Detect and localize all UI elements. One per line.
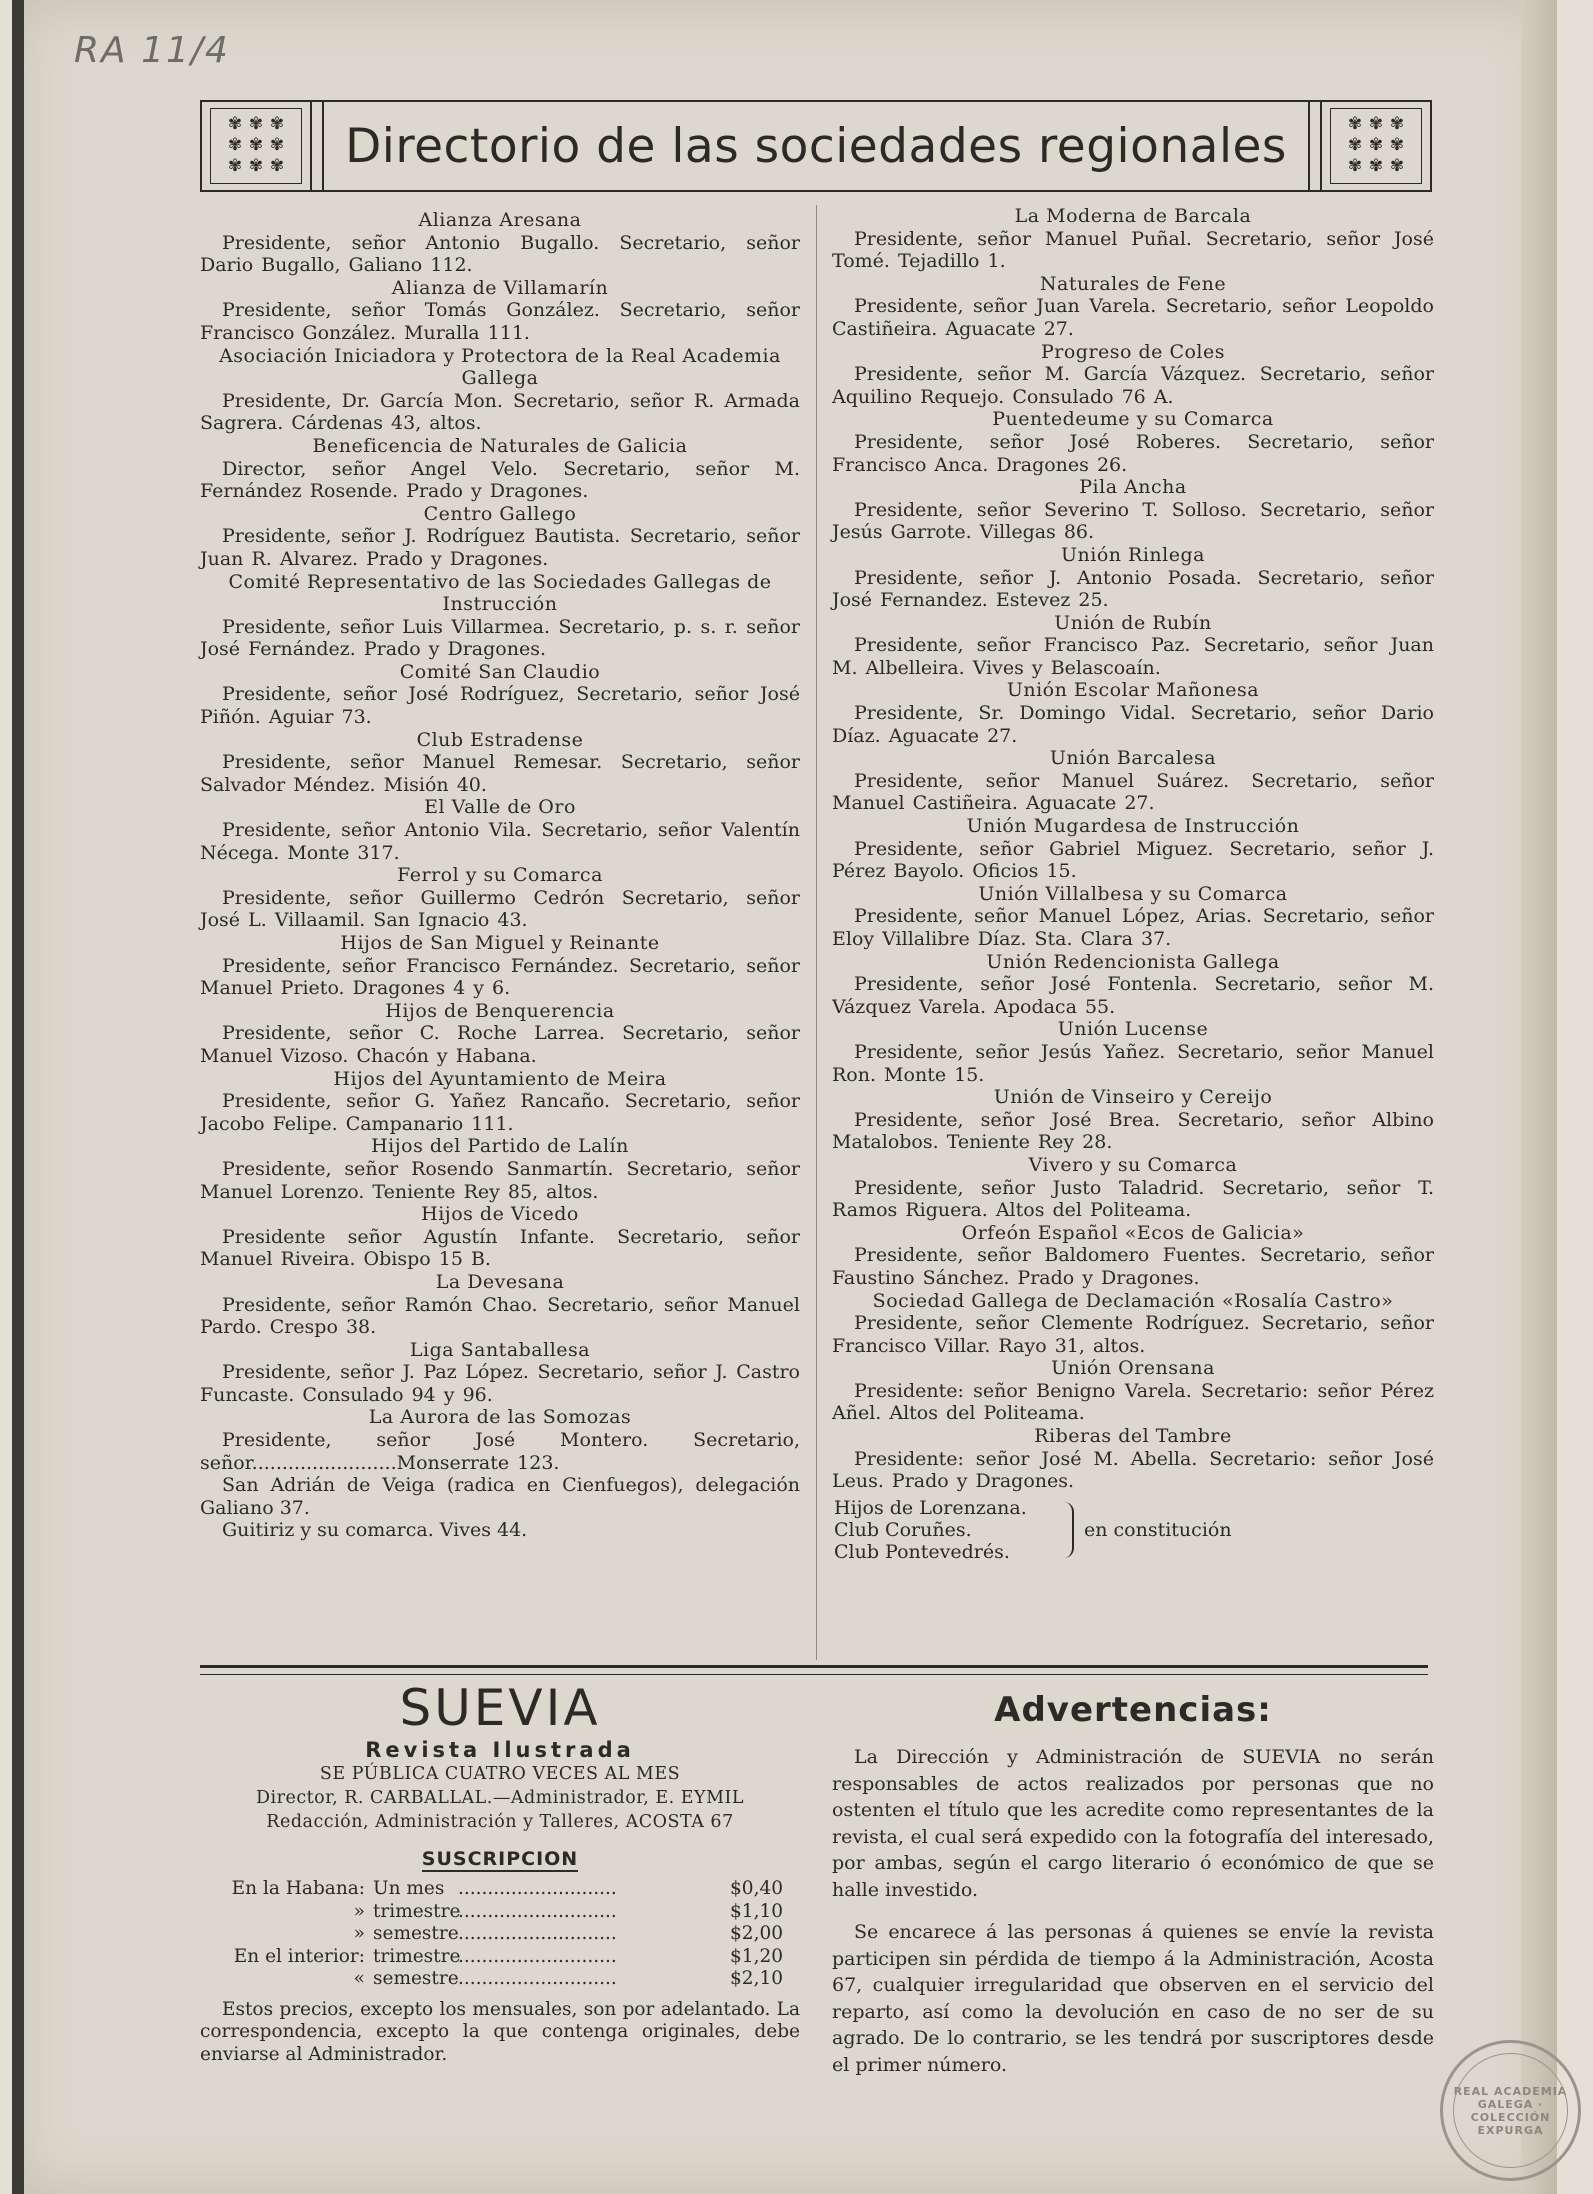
directory-note: San Adrián de Veiga (radica en Cienfuegos), delegación Galiano 37.: [200, 1474, 800, 1519]
directory-header: [200, 100, 1432, 192]
club-name: Club Coruñes.: [834, 1518, 972, 1541]
society-officers: Presidente, señor José Roberes. Secretario, señor Francisco Anca. Dragones 26.: [832, 430, 1434, 476]
society-name: Progreso de Coles: [1040, 340, 1226, 363]
society-officers: Presidente, señor Justo Taladrid. Secretario, señor T. Ramos Riguera. Altos del Politeama.: [832, 1176, 1434, 1222]
directory-left-column: [200, 209, 800, 1542]
society-officers: Presidente: señor Benigno Varela. Secretario: señor Pérez Añel. Altos del Politeama.: [832, 1379, 1434, 1425]
society-entry: [832, 1018, 1434, 1086]
society-entry: [200, 503, 800, 571]
price-period: Un mes: [373, 1878, 445, 1899]
society-entry: [832, 408, 1434, 476]
page-right-edge: [1521, 0, 1557, 2194]
society-name: Sociedad Gallega de Declamación «Rosalía Castro»: [872, 1289, 1394, 1312]
suevia-masthead: [200, 1680, 800, 2066]
price-label: »: [353, 1923, 365, 1944]
society-entry: [832, 1222, 1434, 1290]
society-entry: [832, 273, 1434, 341]
header-ornament-right: [1320, 102, 1430, 190]
price-period: trimestre: [373, 1945, 461, 1967]
society-officers: Presidente, señor Rosendo Sanmartín. Secretario, señor Manuel Lorenzo. Teniente Rey 85, altos.: [200, 1157, 800, 1203]
price-label: En el interior:: [233, 1945, 365, 1967]
price-period: semestre: [373, 1968, 459, 1989]
society-officers: Presidente, señor Ramón Chao. Secretario, señor Manuel Pardo. Crespo 38.: [200, 1293, 800, 1339]
society-entry: [832, 1425, 1434, 1493]
society-officers: Presidente, señor Juan Varela. Secretario, señor Leopoldo Castiñeira. Aguacate 27.: [832, 295, 1434, 340]
society-officers: Presidente, señor Gabriel Miguez. Secretario, señor J. Pérez Bayolo. Oficios 15.: [832, 837, 1434, 883]
price-amount: $1,20: [730, 1945, 783, 1967]
society-officers: Director, señor Angel Velo. Secretario, señor M. Fernández Rosende. Prado y Dragones.: [200, 457, 800, 503]
society-officers: Presidente, señor José Brea. Secretario, señor Albino Matalobos. Teniente Rey 28.: [832, 1108, 1434, 1154]
subscription-prices: [200, 1878, 800, 1991]
section-divider: [200, 1665, 1428, 1675]
society-entry: [832, 1357, 1434, 1425]
stamp-text: REAL ACADEMIA GALEGA · COLECCIÓN EXPURGA: [1453, 2084, 1568, 2137]
header-ornament-left: [202, 102, 312, 190]
magazine-name: SUEVIA: [399, 1679, 601, 1737]
price-label: «: [353, 1968, 365, 1989]
society-entry: [832, 341, 1434, 409]
price-dots: ...........................: [458, 1968, 617, 1989]
society-entry: [832, 544, 1434, 612]
society-name: La Moderna de Barcala: [1014, 205, 1252, 227]
price-period: trimestre: [373, 1900, 461, 1922]
address-line: Redacción, Administración y Talleres, ACOSTA 67: [266, 1812, 734, 1832]
society-entry: [200, 1406, 800, 1474]
society-officers: Presidente, señor Guillermo Cedrón Secretario, señor José L. Villaamil. San Ignacio 43.: [200, 886, 800, 932]
society-name: Liga Santaballesa: [409, 1338, 591, 1361]
society-entry: [200, 864, 800, 932]
society-officers: Presidente, señor José Rodríguez, Secretario, señor José Piñón. Aguiar 73.: [200, 683, 800, 729]
society-name: Unión Redencionista Gallega: [986, 950, 1280, 973]
society-entry: [832, 1086, 1434, 1154]
price-dots: ...........................: [458, 1900, 617, 1922]
society-entry: [200, 1135, 800, 1203]
society-entry: [832, 679, 1434, 747]
society-entry: [832, 1290, 1434, 1358]
society-entry: [200, 932, 800, 1000]
society-officers: Presidente, señor Antonio Vila. Secretario, señor Valentín Nécega. Monte 317.: [200, 819, 800, 864]
society-name: Alianza Aresana: [418, 209, 582, 231]
society-entry: [832, 476, 1434, 544]
price-dots: ...........................: [458, 1945, 617, 1967]
society-entry: [200, 1000, 800, 1068]
society-entry: [200, 1271, 800, 1339]
society-name: Pila Ancha: [1079, 476, 1187, 499]
society-name: Club Estradense: [416, 728, 584, 751]
society-name: Naturales de Fene: [1039, 272, 1227, 295]
page-title: Directorio de las sociedades regionales: [322, 102, 1310, 190]
society-officers: Presidente, Sr. Domingo Vidal. Secretario, señor Dario Díaz. Aguacate 27.: [832, 702, 1434, 747]
society-name: Beneficencia de Naturales de Galicia: [312, 434, 688, 457]
society-officers: Presidente, señor Manuel Remesar. Secretario, señor Salvador Méndez. Misión 40.: [200, 751, 800, 796]
society-officers: Presidente, señor Manuel Puñal. Secretario, señor José Tomé. Tejadillo 1.: [832, 227, 1434, 273]
society-officers: Presidente, señor Jesús Yañez. Secretario, señor Manuel Ron. Monte 15.: [832, 1040, 1434, 1086]
society-name: Riberas del Tambre: [1034, 1425, 1232, 1448]
society-name: La Devesana: [435, 1270, 565, 1293]
brace-mark: [1064, 1502, 1074, 1558]
constitution-label: en constitución: [1084, 1518, 1232, 1541]
society-officers: Presidente, señor Antonio Bugallo. Secretario, señor Dario Bugallo, Galiano 112.: [200, 231, 800, 277]
society-name: Hijos del Partido de Lalín: [371, 1135, 629, 1158]
society-entry: [832, 612, 1434, 680]
price-dots: ...........................: [458, 1923, 617, 1944]
society-name: Ferrol y su Comarca: [397, 864, 603, 887]
price-amount: $1,10: [730, 1900, 783, 1922]
society-entry: [200, 1339, 800, 1407]
society-entry: [832, 883, 1434, 951]
society-name: Unión Mugardesa de Instrucción: [966, 815, 1300, 838]
society-officers: Presidente, señor Manuel Suárez. Secretario, señor Manuel Castiñeira. Aguacate 27.: [832, 769, 1434, 815]
society-officers: Presidente, señor C. Roche Larrea. Secretario, señor Manuel Vizoso. Chacón y Habana.: [200, 1022, 800, 1067]
publication-frequency: SE PÚBLICA CUATRO VECES AL MES: [319, 1764, 681, 1784]
advertencias-paragraph: La Dirección y Administración de SUEVIA no serán responsables de actos realizados por personas que no ostenten el título que les acredite como representantes de la revista, el cual será expedido con la fotografía del interesado, por ambas, según el cargo literario ó económico de que se halle investido.: [832, 1746, 1434, 1901]
ornament-icon: ✾ ✾ ✾ ✾ ✾ ✾ ✾ ✾ ✾: [1347, 114, 1405, 176]
society-officers: Presidente: señor José M. Abella. Secretario: señor José Leus. Prado y Dragones.: [832, 1447, 1434, 1493]
society-entry: [832, 951, 1434, 1019]
society-name: Comité San Claudio: [399, 660, 601, 683]
society-entry: [200, 345, 800, 435]
society-entry: [832, 1154, 1434, 1222]
society-name: Unión Rinlega: [1061, 543, 1205, 566]
society-officers: Presidente, señor José Fontenla. Secretario, señor M. Vázquez Varela. Apodaca 55.: [832, 973, 1434, 1018]
society-name: Centro Gallego: [423, 502, 577, 525]
society-officers: Presidente, señor J. Paz López. Secretario, señor J. Castro Funcaste. Consulado 94 y 96.: [200, 1361, 800, 1406]
advertencias-paragraph: Se encarece á las personas á quienes se envíe la revista participen sin pérdida de tiempo á la Administración, Acosta 67, cualquier irregularidad que observen en el servicio del reparto, así como la devolución en caso de no ser de su agrado. De lo contrario, se les tendrá por suscriptores desde el primer número.: [832, 1921, 1434, 2076]
society-name: Hijos de Vicedo: [421, 1203, 579, 1226]
society-officers: Presidente, señor G. Yañez Rancaño. Secretario, señor Jacobo Felipe. Campanario 111.: [200, 1090, 800, 1135]
society-officers: Presidente, Dr. García Mon. Secretario, señor R. Armada Sagrera. Cárdenas 43, altos.: [200, 389, 800, 435]
society-name: La Aurora de las Somozas: [368, 1406, 632, 1429]
society-officers: Presidente señor Agustín Infante. Secretario, señor Manuel Riveira. Obispo 15 B.: [200, 1225, 800, 1271]
staff-line: Director, R. CARBALLAL.—Administrador, E. EYMIL: [255, 1788, 745, 1808]
magazine-subtitle: Revista Ilustrada: [365, 1738, 635, 1762]
price-row: [200, 1968, 800, 1991]
society-officers: Presidente, señor Tomás González. Secretario, señor Francisco González. Muralla 111.: [200, 299, 800, 344]
society-officers: Presidente, señor M. García Vázquez. Secretario, señor Aquilino Requejo. Consulado 76 A.: [832, 363, 1434, 408]
directory-right-column: [832, 205, 1434, 1563]
society-entry: [200, 661, 800, 729]
society-entry: [200, 1203, 800, 1271]
society-entry: [200, 435, 800, 503]
library-stamp: [1440, 2040, 1581, 2181]
society-name: Hijos del Ayuntamiento de Meira: [333, 1067, 667, 1090]
price-row: [200, 1878, 800, 1901]
price-amount: $2,10: [730, 1968, 783, 1989]
price-label: En la Habana:: [231, 1878, 365, 1899]
society-name: Comité Representativo de las Sociedades Gallegas de Instrucción: [228, 570, 772, 616]
price-row: [200, 1901, 800, 1924]
price-period: semestre: [373, 1923, 459, 1944]
society-name: El Valle de Oro: [424, 796, 576, 819]
society-officers: Presidente, señor José Montero. Secretario, señor........................Monserrate 123.: [200, 1429, 800, 1474]
price-amount: $2,00: [730, 1923, 783, 1944]
price-dots: ...........................: [458, 1878, 617, 1899]
society-entry: [200, 1068, 800, 1136]
society-name: Alianza de Villamarín: [391, 276, 609, 299]
society-officers: Presidente, señor Luis Villarmea. Secretario, p. s. r. señor José Fernández. Prado y Dragones.: [200, 615, 800, 661]
club-name: Hijos de Lorenzana.: [834, 1496, 1027, 1519]
club-name: Club Pontevedrés.: [834, 1540, 1010, 1563]
society-entry: [832, 815, 1434, 883]
ornament-icon: ✾ ✾ ✾ ✾ ✾ ✾ ✾ ✾ ✾: [227, 114, 285, 176]
society-officers: Presidente, señor Francisco Fernández. Secretario, señor Manuel Prieto. Dragones 4 y 6.: [200, 954, 800, 1000]
society-officers: Presidente, señor Manuel López, Arias. Secretario, señor Eloy Villalibre Díaz. Sta. Clara 37.: [832, 905, 1434, 950]
society-name: Unión Lucense: [1057, 1018, 1209, 1041]
society-name: Orfeón Español «Ecos de Galicia»: [961, 1221, 1305, 1244]
society-name: Vivero y su Comarca: [1028, 1153, 1238, 1176]
society-officers: Presidente, señor J. Rodríguez Bautista. Secretario, señor Juan R. Alvarez. Prado y Dragones.: [200, 525, 800, 570]
directory-note: Guitiriz y su comarca. Vives 44.: [222, 1519, 528, 1542]
price-amount: $0,40: [730, 1878, 783, 1899]
society-name: Hijos de San Miguel y Reinante: [340, 932, 660, 954]
society-name: Unión Escolar Mañonesa: [1006, 679, 1260, 702]
society-entry: [200, 729, 800, 797]
page-binding-edge: [12, 0, 24, 2194]
handwritten-annotation: RA 11/4: [74, 30, 230, 71]
society-entry: [200, 209, 800, 277]
society-entry: [200, 571, 800, 661]
price-row: [200, 1946, 800, 1969]
column-divider: [816, 205, 817, 1660]
society-entry: [200, 796, 800, 864]
society-name: Hijos de Benquerencia: [385, 999, 615, 1022]
society-officers: Presidente, señor Baldomero Fuentes. Secretario, señor Faustino Sánchez. Prado y Dragones.: [832, 1244, 1434, 1289]
society-name: Puentedeume y su Comarca: [992, 408, 1274, 431]
society-officers: Presidente, señor Severino T. Solloso. Secretario, señor Jesús Garrote. Villegas 86.: [832, 498, 1434, 544]
clubs-in-constitution: [832, 1497, 1434, 1563]
price-label: »: [353, 1900, 365, 1922]
society-name: Unión Barcalesa: [1049, 747, 1217, 770]
society-entry: [832, 205, 1434, 273]
society-name: Unión de Rubín: [1054, 611, 1212, 634]
society-name: Asociación Iniciadora y Protectora de la Real Academia Gallega: [219, 344, 781, 390]
society-officers: Presidente, señor Clemente Rodríguez. Secretario, señor Francisco Villar. Rayo 31, altos.: [832, 1312, 1434, 1357]
advertencias-section: [832, 1690, 1434, 2094]
advertencias-title: Advertencias:: [994, 1690, 1272, 1730]
society-officers: Presidente, señor J. Antonio Posada. Secretario, señor José Fernandez. Estevez 25.: [832, 566, 1434, 612]
society-officers: Presidente, señor Francisco Paz. Secretario, señor Juan M. Albelleira. Vives y Belascoaín.: [832, 634, 1434, 679]
subscription-heading: SUSCRIPCION: [421, 1848, 579, 1870]
society-name: Unión Orensana: [1051, 1357, 1215, 1380]
society-name: Unión Villalbesa y su Comarca: [978, 882, 1288, 905]
society-entry: [832, 747, 1434, 815]
prices-note: Estos precios, excepto los mensuales, son por adelantado. La correspondencia, excepto la que contenga originales, debe enviarse al Administrador.: [200, 1998, 800, 2065]
price-row: [200, 1923, 800, 1946]
society-name: Unión de Vinseiro y Cereijo: [993, 1086, 1273, 1109]
society-entry: [200, 277, 800, 345]
